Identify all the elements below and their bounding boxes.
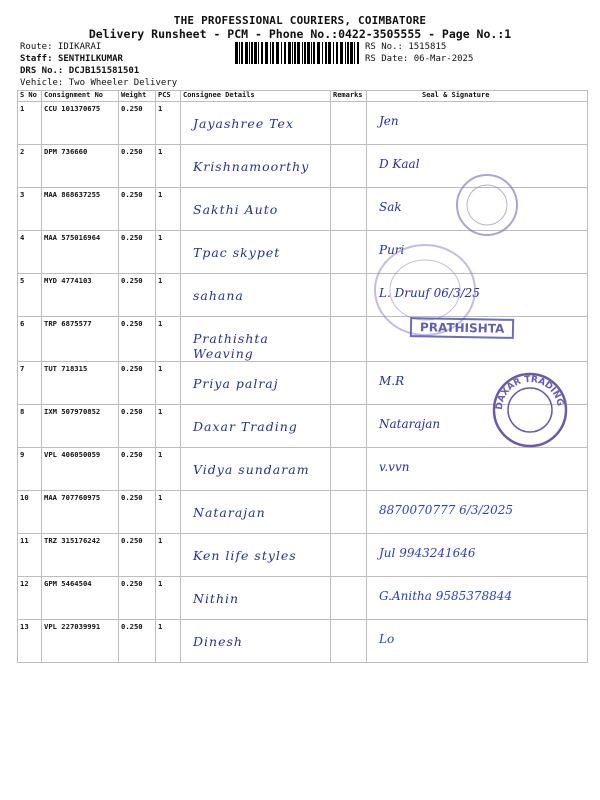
handwritten-signature: D Kaal [379, 157, 420, 171]
cell-sno: 5 [18, 274, 42, 317]
header-weight: Weight [119, 91, 156, 102]
cell-weight: 0.250 [119, 448, 156, 491]
cell-weight: 0.250 [119, 102, 156, 145]
cell-pcs: 1 [156, 362, 181, 405]
cell-pcs: 1 [156, 274, 181, 317]
header-remarks: Remarks [331, 91, 367, 102]
cell-remarks [331, 405, 367, 448]
cell-consignee-details [181, 534, 331, 577]
drs-number: DCJB151581501 [68, 66, 140, 76]
cell-sno: 11 [18, 534, 42, 577]
cell-consignment-no: TRZ 315176242 [42, 534, 119, 577]
cell-consignment-no: GPM 5464504 [42, 577, 119, 620]
header-sno: S No [18, 91, 42, 102]
cell-weight: 0.250 [119, 405, 156, 448]
cell-signature [367, 102, 588, 145]
drs-label: DRS No.: [20, 66, 64, 76]
cell-remarks [331, 231, 367, 274]
cell-remarks [331, 188, 367, 231]
cell-sno: 13 [18, 620, 42, 663]
cell-consignment-no: TRP 6875577 [42, 317, 119, 362]
cell-sno: 9 [18, 448, 42, 491]
table-row [18, 102, 588, 145]
header-pcs: PCS [156, 91, 181, 102]
svg-text:DAXAR TRADING [495, 375, 565, 411]
barcode-image [235, 42, 360, 64]
cell-weight: 0.250 [119, 145, 156, 188]
cell-consignment-no: MAA 868637255 [42, 188, 119, 231]
cell-consignment-no: VPL 227039991 [42, 620, 119, 663]
rs-number: RS No.: 1515815 [365, 42, 447, 52]
cell-remarks [331, 491, 367, 534]
table-row [18, 577, 588, 620]
cell-consignment-no: IXM 507970852 [42, 405, 119, 448]
cell-signature [367, 448, 588, 491]
handwritten-consignee-name: Natarajan [193, 505, 266, 520]
cell-pcs: 1 [156, 145, 181, 188]
cell-sno: 3 [18, 188, 42, 231]
round-seal-stamp [452, 170, 522, 240]
table-row [18, 448, 588, 491]
cell-pcs: 1 [156, 577, 181, 620]
cell-consignee-details [181, 274, 331, 317]
rs-date: RS Date: 06-Mar-2025 [365, 54, 474, 64]
table-row [18, 274, 588, 317]
cell-weight: 0.250 [119, 491, 156, 534]
cell-remarks [331, 362, 367, 405]
handwritten-consignee-name: Tpac skypet [193, 245, 281, 260]
cell-consignment-no: DPM 736660 [42, 145, 119, 188]
cell-signature [367, 577, 588, 620]
cell-remarks [331, 448, 367, 491]
handwritten-consignee-name: Dinesh [193, 634, 243, 649]
handwritten-signature: 8870070777 6/3/2025 [379, 503, 514, 517]
cell-consignment-no: MAA 707760975 [42, 491, 119, 534]
cell-weight: 0.250 [119, 231, 156, 274]
cell-consignee-details [181, 491, 331, 534]
cell-pcs: 1 [156, 102, 181, 145]
handwritten-consignee-name: Nithin [193, 591, 240, 606]
cell-pcs: 1 [156, 620, 181, 663]
cell-sno: 4 [18, 231, 42, 274]
table-header-row [18, 91, 588, 102]
table-row [18, 620, 588, 663]
handwritten-consignee-name: Prathishta Weaving [193, 331, 269, 361]
handwritten-signature: Jul 9943241646 [379, 546, 476, 560]
handwritten-consignee-name: Priya palraj [193, 376, 279, 391]
handwritten-signature: Jen [379, 114, 399, 128]
cell-consignment-no: VPL 406050059 [42, 448, 119, 491]
cell-consignee-details [181, 405, 331, 448]
cell-consignee-details [181, 448, 331, 491]
cell-pcs: 1 [156, 491, 181, 534]
cell-weight: 0.250 [119, 620, 156, 663]
cell-pcs: 1 [156, 448, 181, 491]
company-title: THE PROFESSIONAL COURIERS, COIMBATORE [173, 14, 427, 27]
cell-consignee-details [181, 231, 331, 274]
handwritten-signature: M.R [379, 374, 405, 388]
staff-name: SENTHILKUMAR [57, 54, 123, 64]
header-consignee: Consignee Details [181, 91, 331, 102]
cell-pcs: 1 [156, 317, 181, 362]
cell-consignment-no: MAA 575016964 [42, 231, 119, 274]
daxar-trading-seal [490, 370, 570, 450]
cell-consignee-details [181, 620, 331, 663]
cell-sno: 7 [18, 362, 42, 405]
cell-sno: 6 [18, 317, 42, 362]
cell-remarks [331, 274, 367, 317]
cell-sno: 8 [18, 405, 42, 448]
handwritten-consignee-name: Ken life styles [193, 548, 297, 563]
handwritten-consignee-name: sahana [193, 288, 244, 303]
prathishta-stamp: PRATHISHTA [410, 317, 515, 339]
cell-consignee-details [181, 362, 331, 405]
cell-sno: 10 [18, 491, 42, 534]
handwritten-signature: Natarajan [379, 417, 441, 431]
handwritten-consignee-name: Jayashree Tex [193, 116, 295, 131]
table-row [18, 534, 588, 577]
cell-remarks [331, 620, 367, 663]
handwritten-signature: L. Druuf 06/3/25 [379, 286, 480, 300]
staff-row [20, 54, 123, 65]
cell-remarks [331, 534, 367, 577]
handwritten-signature: Sak [379, 200, 402, 214]
cell-consignment-no: CCU 101370675 [42, 102, 119, 145]
handwritten-consignee-name: Sakthi Auto [193, 202, 279, 217]
cell-sno: 2 [18, 145, 42, 188]
header-consignment: Consignment No [42, 91, 119, 102]
cell-weight: 0.250 [119, 274, 156, 317]
cell-weight: 0.250 [119, 317, 156, 362]
vehicle-label: Vehicle: Two Wheeler Delivery [20, 78, 178, 88]
cell-weight: 0.250 [119, 362, 156, 405]
runsheet-subtitle: Delivery Runsheet - PCM - Phone No.:0422-3505555 - Page No.:1 [88, 27, 512, 41]
cell-consignee-details [181, 317, 331, 362]
cell-remarks [331, 317, 367, 362]
cell-consignment-no: MYD 4774103 [42, 274, 119, 317]
cell-consignee-details [181, 577, 331, 620]
cell-consignee-details [181, 102, 331, 145]
cell-remarks [331, 145, 367, 188]
cell-consignee-details [181, 145, 331, 188]
cell-sno: 12 [18, 577, 42, 620]
handwritten-consignee-name: Daxar Trading [193, 419, 298, 434]
cell-weight: 0.250 [119, 188, 156, 231]
table-row [18, 491, 588, 534]
cell-signature [367, 534, 588, 577]
cell-weight: 0.250 [119, 534, 156, 577]
handwritten-signature: v.vvn [379, 460, 410, 474]
cell-signature [367, 491, 588, 534]
handwritten-consignee-name: Vidya sundaram [193, 462, 310, 477]
handwritten-signature: Puri [379, 243, 405, 257]
cell-pcs: 1 [156, 534, 181, 577]
cell-pcs: 1 [156, 405, 181, 448]
cell-weight: 0.250 [119, 577, 156, 620]
cell-sno: 1 [18, 102, 42, 145]
cell-pcs: 1 [156, 188, 181, 231]
handwritten-consignee-name: Krishnamoorthy [193, 159, 310, 174]
cell-consignee-details [181, 188, 331, 231]
cell-pcs: 1 [156, 231, 181, 274]
seal-text: DAXAR TRADING [494, 374, 565, 411]
cell-consignment-no: TUT 718315 [42, 362, 119, 405]
handwritten-signature: G.Anitha 9585378844 [379, 589, 513, 603]
cell-signature [367, 620, 588, 663]
route-label: Route: IDIKARAI [20, 42, 102, 52]
handwritten-signature: Lo [379, 632, 395, 646]
header-signature: Seal & Signature [367, 91, 588, 102]
cell-remarks [331, 577, 367, 620]
drs-row [20, 66, 139, 77]
cell-remarks [331, 102, 367, 145]
staff-label: Staff: [20, 54, 53, 64]
